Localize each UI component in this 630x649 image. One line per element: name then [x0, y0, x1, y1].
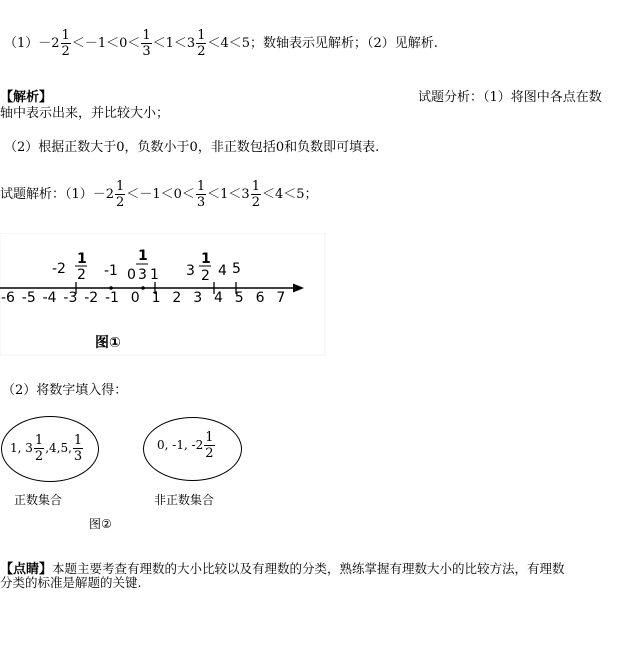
point-marker [141, 286, 145, 290]
solution-part-2: ＜－1＜0＜ [126, 187, 195, 202]
label-three-half-den: 2 [201, 268, 210, 284]
answer-part-1: （1）－2 [4, 36, 60, 51]
solution-part-1: 试题解析：（1）－2 [0, 187, 115, 202]
label-neg-half-num: 1 [77, 251, 87, 267]
answer-line [4, 24, 438, 64]
fraction-1-3: $\frac{1}{3}$ [142, 28, 151, 59]
analysis-tag: 【解析】 [0, 90, 53, 105]
solution-part-4: ＜4＜5； [261, 187, 318, 202]
fraction-1-2: $\frac{1}{2}$ [34, 433, 44, 464]
fraction-3-1-2: $\frac{1}{2}$ [197, 28, 206, 59]
number-line-figure [0, 233, 330, 358]
tick-label: 3 [193, 290, 203, 306]
part-2-label: （2）将数字填入得： [2, 383, 128, 398]
comment-tag: 【点睛】 [0, 562, 53, 577]
positive-set-content [10, 428, 84, 468]
label-three-half-num: 1 [201, 251, 211, 267]
tick-label: 6 [255, 290, 265, 306]
analysis-paragraph-2: （2）根据正数大于0，负数小于0，非正数包括0和负数即可填表. [4, 140, 380, 155]
tick-label: -5 [21, 290, 36, 306]
fraction-1-2: $\frac{1}{2}$ [61, 28, 70, 59]
label-neg-half-den: 2 [77, 267, 86, 283]
label-neg-1: -1 [104, 263, 118, 279]
figure-2-caption: 图② [89, 517, 112, 531]
fraction-1-2: $\frac{1}{2}$ [116, 179, 125, 210]
tick-label: 7 [276, 290, 286, 306]
label-third-num: 1 [138, 248, 148, 264]
label-four: 4 [218, 263, 227, 279]
answer-part-4: ＜4＜5；数轴表示见解析；（2）见解析. [207, 36, 438, 51]
label-one: 1 [150, 267, 159, 283]
fraction-1-3: $\frac{1}{3}$ [196, 179, 206, 210]
analysis-right: 试题分析：（1）将图中各点在数 [418, 90, 602, 105]
nonpositive-set-content [157, 425, 216, 465]
fraction-1-2: $\frac{1}{2}$ [205, 430, 214, 461]
label-zero: 0 [127, 267, 136, 283]
comment-text-1: 本题主要考查有理数的大小比较以及有理数的分类，熟练掌握有理数大小的比较方法，有理数 [52, 561, 565, 576]
tick-label: 2 [172, 290, 182, 306]
figure-1-caption: 图① [95, 335, 121, 351]
positive-set-label: 正数集合 [14, 493, 63, 507]
fraction-3-1-2: $\frac{1}{2}$ [251, 179, 260, 210]
analysis-continuation: 轴中表示出来，并比较大小； [0, 106, 170, 121]
label-five: 5 [232, 261, 241, 277]
tick-label: -6 [1, 290, 15, 306]
nonpositive-set-values: 0, -1, -2 [157, 438, 204, 452]
tick-label: 4 [214, 290, 223, 306]
positive-set-values-a: 1, 3 [10, 441, 33, 455]
label-three: 3 [186, 263, 195, 279]
positive-set-values-b: ,4,5, [45, 441, 72, 455]
tick-label: -2 [84, 290, 99, 306]
tick-label: -3 [63, 290, 78, 306]
tick-label: -4 [42, 290, 57, 306]
fraction-1-3: $\frac{1}{3}$ [73, 433, 83, 464]
label-third-den: 3 [138, 267, 147, 283]
tick-label: 0 [130, 290, 140, 306]
tick-label: -1 [105, 290, 119, 306]
tick-label: 1 [151, 290, 161, 306]
answer-part-3: ＜1＜3 [152, 36, 196, 51]
label-neg-2: -2 [52, 261, 66, 277]
tick-label: 5 [234, 290, 244, 306]
solution-line [0, 175, 318, 215]
nonpositive-set-label: 非正数集合 [154, 493, 215, 507]
comment-line-2: 分类的标准是解题的关键. [0, 575, 142, 590]
solution-part-3: ＜1＜3 [207, 187, 250, 202]
answer-part-2: ＜－1＜0＜ [71, 36, 141, 51]
